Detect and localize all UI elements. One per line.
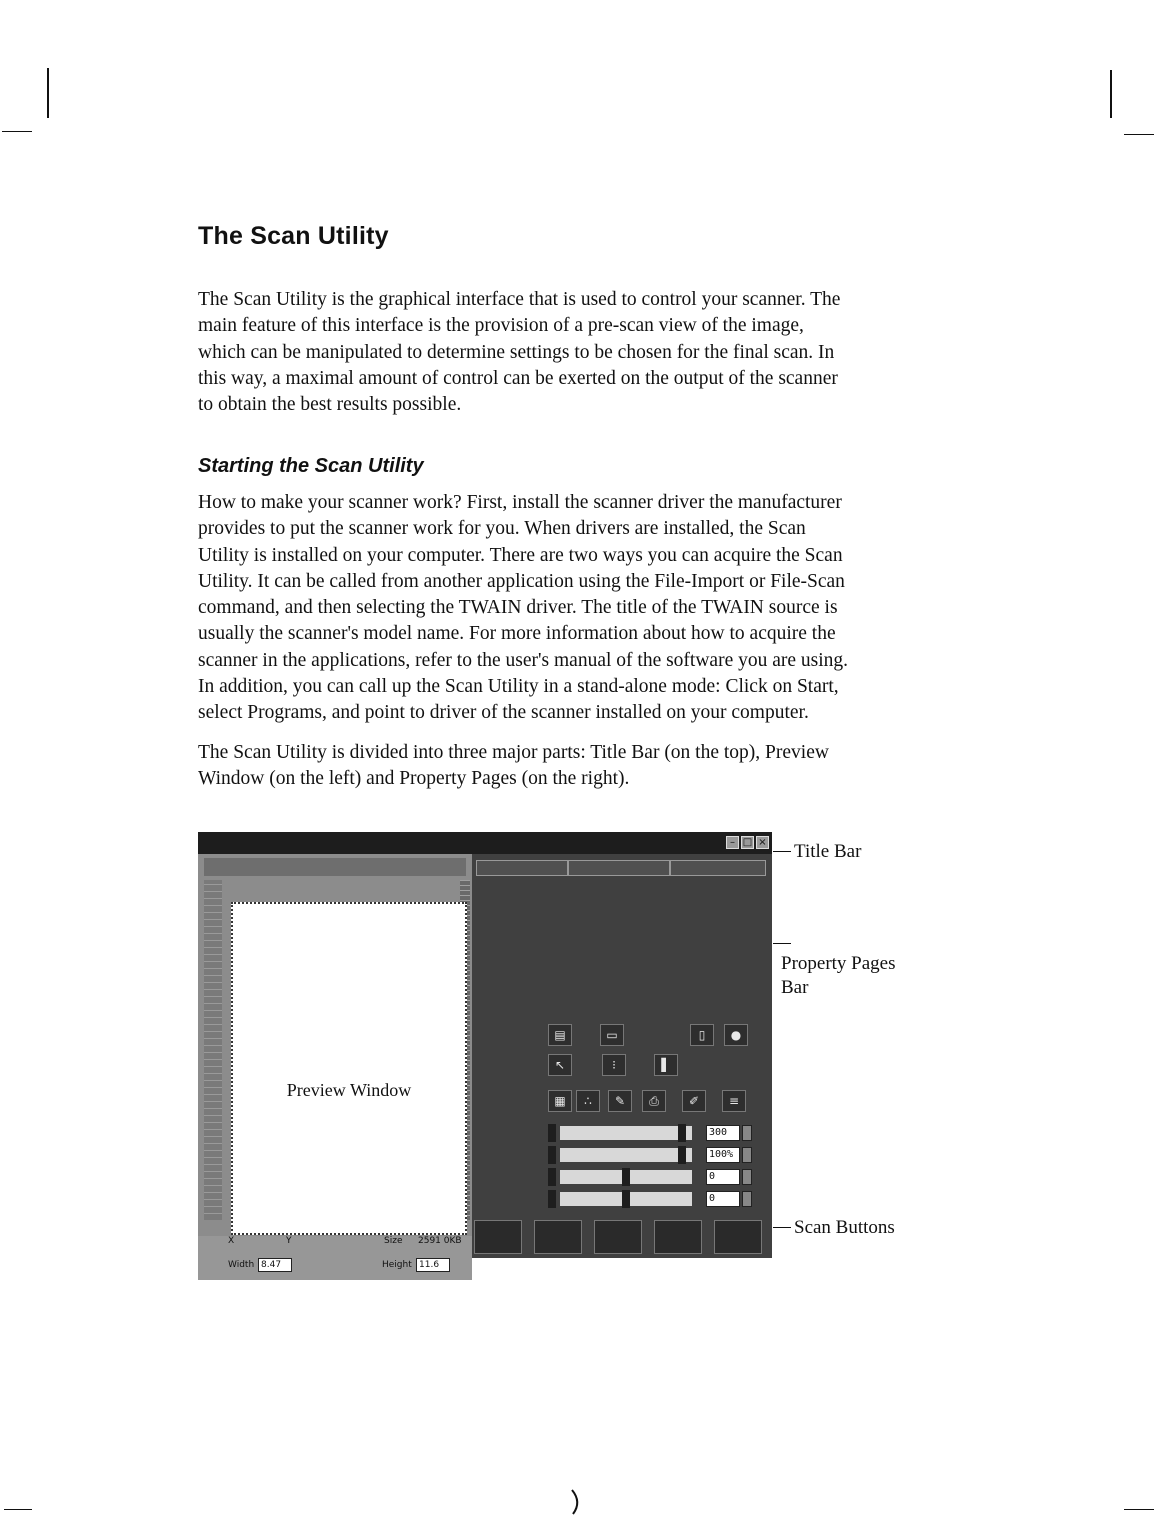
spin-icon[interactable]	[742, 1125, 752, 1141]
bar-icon[interactable]: ▌	[654, 1054, 678, 1076]
slider-handle[interactable]	[548, 1124, 556, 1142]
parts-line: Window (on the left) and Property Pages (on the right).	[198, 768, 630, 790]
starting-line: How to make your scanner work? First, install the scanner driver the manufacturer	[198, 492, 842, 513]
scan-button[interactable]	[474, 1220, 522, 1254]
property-pages-callout	[781, 952, 896, 998]
slider-thumb[interactable]	[678, 1146, 686, 1164]
slider-handle[interactable]	[548, 1190, 556, 1208]
starting-line: command, and then selecting the TWAIN driver. The title of the TWAIN source is	[198, 597, 838, 619]
crop-mark-bottom-left	[4, 1509, 32, 1510]
scan-mode-icon[interactable]: ▤	[548, 1024, 572, 1046]
parts-line: The Scan Utility is divided into three major parts: Title Bar (on the top), Preview	[198, 742, 829, 763]
scale-slider-row	[548, 1146, 760, 1164]
width-field[interactable]: 8.47	[258, 1258, 292, 1272]
property-pages-callout-line: Property Pages	[781, 953, 896, 974]
vertical-ruler	[204, 880, 222, 1220]
list-icon[interactable]: ≡	[722, 1090, 746, 1112]
x-label: X	[228, 1236, 235, 1246]
width-label: Width	[228, 1260, 255, 1270]
slider-handle[interactable]	[548, 1168, 556, 1186]
slider-handle[interactable]	[548, 1146, 556, 1164]
resolution-slider-row	[548, 1124, 760, 1142]
slider-value[interactable]: 100%	[706, 1147, 740, 1163]
scan-button[interactable]	[534, 1220, 582, 1254]
section-subtitle: Starting the Scan Utility	[198, 455, 424, 477]
document-icon[interactable]: ▯	[690, 1024, 714, 1046]
starting-line: usually the scanner's model name. For more information about how to acquire the	[198, 623, 836, 645]
slider-track[interactable]	[560, 1148, 692, 1162]
intro-paragraph	[198, 287, 968, 418]
preview-window-label: Preview Window	[286, 1080, 412, 1100]
intro-line: which can be manipulated to determine settings to be chosen for the final scan. In	[198, 341, 835, 363]
scan-button[interactable]	[714, 1220, 762, 1254]
title-bar	[198, 832, 772, 854]
starting-paragraph	[198, 490, 968, 727]
starting-line: scanner in the applications, refer to the user's manual of the software you are using.	[198, 649, 849, 671]
crop-mark-bottom-right	[1124, 1509, 1154, 1510]
scan-buttons-pointer	[773, 1227, 791, 1228]
brightness-slider-row	[548, 1168, 760, 1186]
pointer-icon[interactable]: ⁝	[602, 1054, 626, 1076]
property-tab[interactable]	[670, 860, 766, 876]
filter-icon[interactable]: ▦	[548, 1090, 572, 1112]
brush-icon[interactable]: ✎	[608, 1090, 632, 1112]
coordinates-bar	[198, 1236, 472, 1280]
property-pages-callout-line: Bar	[781, 977, 809, 998]
dots-icon[interactable]: ∴	[576, 1090, 600, 1112]
intro-line: main feature of this interface is the provision of a pre-scan view of the image,	[198, 315, 804, 337]
slider-track[interactable]	[560, 1126, 692, 1140]
property-pages-bar	[476, 860, 766, 876]
spin-icon[interactable]	[742, 1169, 752, 1185]
crop-mark-top-right-horizontal	[1124, 134, 1154, 135]
frame-icon[interactable]: ▭	[600, 1024, 624, 1046]
slider-value[interactable]: 0	[706, 1191, 740, 1207]
parts-paragraph	[198, 740, 968, 793]
starting-line: provides to put the scanner work for you. When drivers are installed, the Scan	[198, 518, 806, 540]
slider-thumb[interactable]	[622, 1190, 630, 1208]
contrast-slider-row	[548, 1190, 760, 1208]
intro-line: this way, a maximal amount of control can be exerted on the output of the scanner	[198, 367, 838, 389]
close-icon[interactable]: ×	[756, 836, 769, 849]
arrow-icon[interactable]: ↖	[548, 1054, 572, 1076]
preview-toolbar	[204, 858, 466, 876]
slider-thumb[interactable]	[678, 1124, 686, 1142]
crop-mark-top-right-vertical	[1110, 70, 1112, 118]
page-title: The Scan Utility	[198, 222, 389, 250]
property-pages	[472, 854, 772, 1258]
maximize-icon[interactable]: □	[742, 837, 753, 848]
scanner-icon[interactable]: ⎙	[642, 1090, 666, 1112]
dropper-icon[interactable]: ✐	[682, 1090, 706, 1112]
crop-mark-top-left-horizontal	[2, 131, 32, 132]
size-label: Size	[384, 1236, 403, 1246]
color-dot-icon[interactable]: ●	[724, 1024, 748, 1046]
crop-mark-top-left-vertical	[47, 68, 49, 118]
title-bar-callout: Title Bar	[794, 841, 862, 862]
property-tab[interactable]	[568, 860, 670, 876]
scan-buttons-callout: Scan Buttons	[794, 1217, 895, 1238]
preview-panel	[198, 854, 472, 1270]
slider-value[interactable]: 300	[706, 1125, 740, 1141]
preview-window[interactable]	[231, 902, 467, 1235]
starting-line: Utility is installed on your computer. There are two ways you can acquire the Scan	[198, 544, 843, 566]
scan-button[interactable]	[594, 1220, 642, 1254]
property-tab[interactable]	[476, 860, 568, 876]
size-value: 2591 0KB	[418, 1236, 462, 1246]
minimize-icon[interactable]: –	[726, 836, 739, 849]
height-field[interactable]: 11.6	[416, 1258, 450, 1272]
page-bottom-mark	[570, 1488, 584, 1516]
property-pages-pointer	[773, 943, 791, 944]
intro-line: to obtain the best results possible.	[198, 394, 462, 416]
slider-thumb[interactable]	[622, 1168, 630, 1186]
spin-icon[interactable]	[742, 1147, 752, 1163]
y-label: Y	[286, 1236, 292, 1246]
slider-value[interactable]: 0	[706, 1169, 740, 1185]
starting-line: Utility. It can be called from another application using the File-Import or File-Scan	[198, 570, 845, 592]
height-label: Height	[382, 1260, 412, 1270]
starting-line: select Programs, and point to driver of the scanner installed on your computer.	[198, 702, 809, 724]
scan-utility-screenshot	[198, 832, 772, 1270]
spin-icon[interactable]	[742, 1191, 752, 1207]
title-bar-pointer	[773, 851, 791, 852]
intro-line: The Scan Utility is the graphical interface that is used to control your scanner. The	[198, 289, 841, 310]
scan-button[interactable]	[654, 1220, 702, 1254]
starting-line: In addition, you can call up the Scan Utility in a stand-alone mode: Click on Start,	[198, 676, 839, 698]
